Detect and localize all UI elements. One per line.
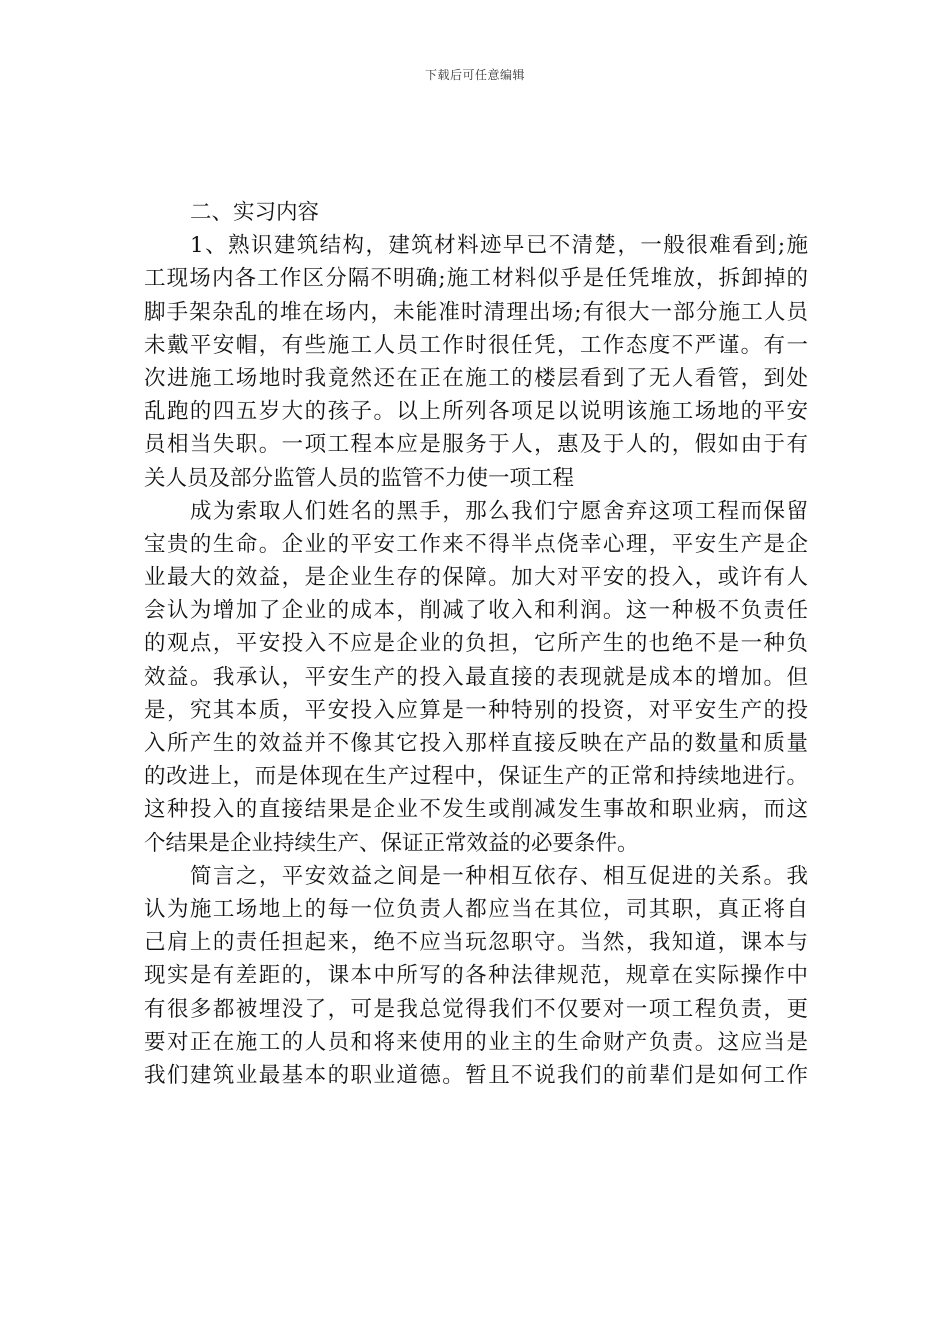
paragraph-line: 现实是有差距的，课本中所写的各种法律规范，规章在实际操作中 bbox=[144, 963, 808, 989]
paragraph-line: 己肩上的责任担起来，绝不应当玩忽职守。当然，我知道，课本与 bbox=[144, 930, 808, 956]
paragraph-line: 成为索取人们姓名的黑手，那么我们宁愿舍弃这项工程而保留 bbox=[190, 498, 808, 524]
paragraph-line: 宝贵的生命。企业的平安工作来不得半点侥幸心理，平安生产是企 bbox=[144, 531, 808, 557]
paragraph-line: 未戴平安帽，有些施工人员工作时很任凭，工作态度不严谨。有一 bbox=[144, 332, 808, 358]
paragraph-2 bbox=[144, 495, 808, 860]
paragraph-line: 个结果是企业持续生产、保证正常效益的必要条件。 bbox=[144, 830, 639, 856]
paragraph-line: 认为施工场地上的每一位负责人都应当在其位，司其职，真正将自 bbox=[144, 896, 808, 922]
paragraph-line: 关人员及部分监管人员的监管不力使一项工程 bbox=[144, 465, 575, 491]
paragraph-line: 会认为增加了企业的成本，削减了收入和利润。这一种极不负责任 bbox=[144, 598, 808, 624]
paragraph-line: 是，究其本质，平安投入应算是一种特别的投资，对平安生产的投 bbox=[144, 697, 808, 723]
paragraph-line: 脚手架杂乱的堆在场内，未能准时清理出场;有很大一部分施工人员 bbox=[144, 299, 808, 325]
paragraph-line: 次进施工场地时我竟然还在正在施工的楼层看到了无人看管，到处 bbox=[144, 365, 808, 391]
section-title: 二、实习内容 bbox=[190, 200, 320, 225]
paragraph-1 bbox=[144, 229, 808, 495]
paragraph-line: 业最大的效益，是企业生存的保障。加大对平安的投入，或许有人 bbox=[144, 565, 808, 591]
paragraph-line: 乱跑的四五岁大的孩子。以上所列各项足以说明该施工场地的平安 bbox=[144, 399, 808, 425]
paragraph-line: 简言之，平安效益之间是一种相互依存、相互促进的关系。我 bbox=[190, 863, 808, 889]
paragraph-line: 1、熟识建筑结构，建筑材料迹早已不清楚，一般很难看到;施 bbox=[190, 233, 808, 259]
paragraph-line: 员相当失职。一项工程本应是服务于人，惠及于人的，假如由于有 bbox=[144, 432, 808, 458]
paragraph-line: 的改进上，而是体现在生产过程中，保证生产的正常和持续地进行。 bbox=[144, 764, 808, 790]
paragraph-line: 入所产生的效益并不像其它投入那样直接反映在产品的数量和质量 bbox=[144, 731, 808, 756]
paragraph-line: 要对正在施工的人员和将来使用的业主的生命财产负责。这应当是 bbox=[144, 1029, 808, 1055]
paragraph-3 bbox=[144, 860, 808, 1092]
document-body bbox=[144, 196, 808, 1092]
paragraph-line: 我们建筑业最基本的职业道德。暂且不说我们的前辈们是如何工作 bbox=[144, 1062, 808, 1088]
paragraph-line: 这种投入的直接结果是企业不发生或削减发生事故和职业病，而这 bbox=[144, 797, 808, 823]
paragraph-line: 效益。我承认，平安生产的投入最直接的表现就是成本的增加。但 bbox=[144, 664, 808, 690]
paragraph-line: 工现场内各工作区分隔不明确;施工材料似乎是任凭堆放，拆卸掉的 bbox=[144, 266, 808, 292]
paragraph-line: 有很多都被埋没了，可是我总觉得我们不仅要对一项工程负责，更 bbox=[144, 996, 808, 1022]
paragraph-line: 的观点，平安投入不应是企业的负担，它所产生的也绝不是一种负 bbox=[144, 631, 808, 657]
page-header: 下载后可任意编辑 bbox=[424, 68, 525, 82]
